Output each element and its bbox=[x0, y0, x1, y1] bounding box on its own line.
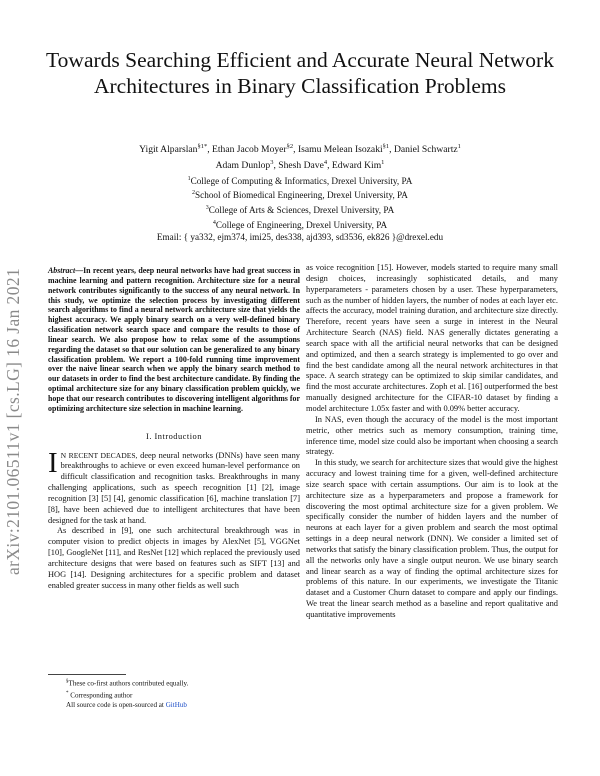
affiliation-mark: 3 bbox=[205, 204, 209, 211]
right-column bbox=[306, 263, 558, 621]
affiliation-text: College of Engineering, Drexel University, PA bbox=[215, 219, 388, 230]
paper-title: Towards Searching Efficient and Accurate Neural Network Architectures in Binary Classification Problems bbox=[46, 48, 554, 98]
footnote-text: These co-first authors contributed equally. bbox=[68, 679, 189, 688]
intro-opening-words: N RECENT DECADES, bbox=[60, 450, 138, 460]
right-paragraph-1: as voice recognition [15]. However, models started to require many small design choices, increasingly sophisticated details, and many hyperparameters - parameters chosen by a user. These hyperparameters, such as the number of hidden layers, the number of nodes at each layer etc. affects the accuracy, model training duration, and architecture size directly. Therefore, recent years have seen a surge in interest in the Neural Architecture Search (NAS) field. NAS generally dictates generating a search space with all the artificial neural networks that can be designed and optimized, and then a search strategy is implemented to go over and find the best candidate among all the neural network architectures in that space. A search strategy can be optimized to skip similar candidates, and find the most accurate architectures. Zoph et al. [16] outperformed the best manually designed architecture for the CIFAR-10 dataset by finding a model architecture 1.05x faster and with 0.09% better accuracy. bbox=[306, 263, 558, 413]
affiliation-text: College of Computing & Informatics, Drexel University, PA bbox=[190, 175, 413, 186]
affiliation-text: School of Biomedical Engineering, Drexel University, PA bbox=[195, 190, 408, 201]
section-heading-introduction: I. Introduction bbox=[146, 431, 202, 441]
arxiv-identifier: arXiv:2101.06511v1 [cs.LG] 16 Jan 2021 bbox=[3, 267, 23, 575]
author-mark: §1* bbox=[197, 143, 208, 150]
author-mark: §2 bbox=[286, 143, 294, 150]
footnote-text: All source code is open-sourced at bbox=[66, 700, 166, 709]
abstract-text: —In recent years, deep neural networks have had great success in machine learning and pattern recognition. Architecture size for a neural network contributes significantly to the success of any neural network. In this study, we optimize the selection process by investigating different search algorithms to find a neural network architecture size that yields the highest accuracy. We apply binary search on a very well-defined binary classification network search space and compare the results to those of linear search. We also propose how to relax some of the assumptions regarding the dataset so that our solution can be generalized to any binary classification problem. We report a 100-fold running time improvement over the naive linear search when we apply the binary search method to our datasets in order to find the best architecture candidate. By finding the optimal architecture size for any binary classification problem quickly, we hope that our research contributes to discovering intelligent algorithms for optimizing architecture size selection in machine learning. bbox=[48, 266, 300, 413]
footnote-mark: * bbox=[66, 690, 69, 696]
author-mark: 1 bbox=[381, 158, 385, 166]
author-mark: 1 bbox=[457, 143, 461, 150]
author-mark: 3 bbox=[270, 158, 274, 166]
author-name: Ethan Jacob Moyer bbox=[212, 144, 287, 156]
email-line: Email: { ya332, ejm374, imi25, des338, ajd393, sd3536, ek826 }@drexel.edu bbox=[156, 232, 444, 243]
intro-paragraph-1 bbox=[48, 446, 300, 527]
footnote-rule bbox=[48, 674, 126, 675]
affiliation-text: College of Arts & Sciences, Drexel University, PA bbox=[208, 204, 395, 215]
affiliation bbox=[40, 187, 560, 202]
author-name: Edward Kim bbox=[331, 159, 382, 171]
affiliation-mark: 2 bbox=[192, 190, 196, 197]
intro-paragraph-1-text: deep neural networks (DNNs) have seen many breakthroughs to achieve or even exceed human-level performance on difficult classification and recognition tasks. Breakthroughs in many challenging applications, such as speech recognition [1] [2], image recognition [3] [5] [4], genomic classification [6], machine translation [7] [8], have been achieved due to intelligent architectures that have been designed for the task at hand. bbox=[48, 450, 300, 525]
affiliation bbox=[40, 173, 560, 188]
author-name: Adam Dunlop bbox=[215, 159, 271, 171]
left-column bbox=[48, 266, 300, 591]
author-name: Daniel Schwartz bbox=[393, 144, 458, 156]
drop-cap: I bbox=[48, 446, 58, 479]
author-line-2: Adam Dunlop$^3$, Shesh Dave$^4$, Edward Kim$^1$ bbox=[215, 158, 385, 171]
author-mark: 4 bbox=[323, 158, 328, 166]
arxiv-watermark bbox=[3, 215, 27, 575]
author-name: Isamu Melean Isozaki bbox=[297, 144, 383, 156]
affiliation-mark: 4 bbox=[212, 219, 216, 226]
abstract-label: Abstract bbox=[48, 266, 76, 275]
right-paragraph-3: In this study, we search for architecture sizes that would give the highest accuracy and lowest training time for a given, well-defined architecture size search space with certain assumptions. Our aim is to look at the architecture size as a hyperparameters and propose a framework for discovering the most optimal architecture size for a given problem. We specifically consider the number of hidden layers and the number of neurons at each layer for a given problem and search the most optimal settings in a deep neural network (DNN). We consider a limited set of networks that satisfy the binary classification problem. Thus, the output for all the networks only have a single output neuron. We use binary search and linear search as a way of finding the optimal architecture sizes for problems of this nature. In our experiments, we investigate the Titanic dataset and a Customer Churn dataset to compare and apply our findings. We treat the linear search method as a baseline and report qualitative and quantitative improvements bbox=[306, 458, 558, 619]
github-link[interactable]: GitHub bbox=[165, 700, 187, 709]
right-paragraph-2: In NAS, even though the accuracy of the model is the most important metric, other metrics such as memory consumption, training time, inference time, model size could also be important when choosing a search strategy. bbox=[306, 414, 558, 457]
footnote-text: Corresponding author bbox=[70, 691, 133, 700]
footnote-source-code bbox=[48, 701, 300, 711]
affiliation-mark: 1 bbox=[187, 175, 191, 182]
author-line-1: Yigit Alparslan$^{\S 1*}$, Ethan Jacob Moyer$^{\S 2}$, Isamu Melean Isozaki$^{\S 1}$, Daniel Schwartz$^1$ bbox=[139, 143, 461, 156]
footnote-mark: § bbox=[66, 679, 69, 684]
footnotes bbox=[48, 674, 300, 710]
abstract bbox=[48, 266, 300, 414]
footnote-equal-contribution bbox=[48, 677, 300, 689]
author-name: Yigit Alparslan bbox=[139, 144, 198, 156]
author-mark: §1 bbox=[382, 143, 390, 150]
affiliation bbox=[40, 202, 560, 217]
footnote-corresponding bbox=[48, 689, 300, 701]
intro-paragraph-2: As described in [9], one such architectural breakthrough was in computer vision to predict objects in images by AlexNet [5], VGGNet [10], GoogleNet [11], and ResNet [12] which replaced the previously used architecture designs that were based on features such as SIFT [13] and HOG [14]. Designing architectures for a specific problem and dataset enabled greater success in many other fields as well such bbox=[48, 526, 300, 590]
author-block bbox=[40, 141, 560, 244]
affiliation bbox=[40, 217, 560, 232]
author-name: Shesh Dave bbox=[278, 159, 324, 171]
